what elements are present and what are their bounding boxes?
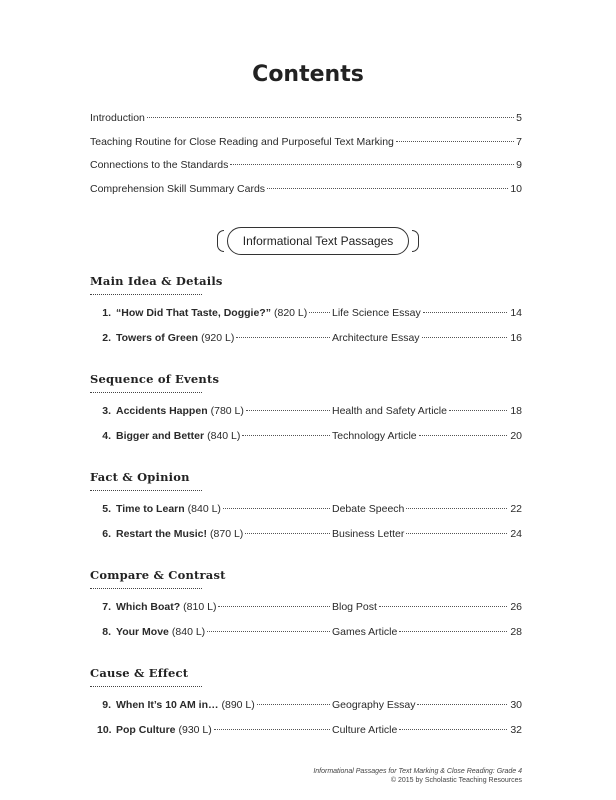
entry-number: 5.: [102, 503, 111, 515]
entry-genre: Health and Safety Article: [332, 405, 447, 417]
entry-title: Which Boat?: [116, 601, 181, 613]
dot-leader: [207, 631, 330, 632]
entry-title: Pop Culture: [116, 724, 176, 736]
entry-page: 24: [510, 528, 522, 540]
footer-book-title: Informational Passages for Text Marking & Close Reading: Grade 4: [313, 768, 522, 775]
dot-leader: [419, 435, 508, 436]
entry-genre: Life Science Essay: [332, 307, 421, 319]
entry-lexile: (780 L): [210, 405, 244, 417]
entry-number: 7.: [102, 601, 111, 613]
dot-leader: [379, 606, 507, 607]
entry-lexile: (820 L): [273, 307, 308, 319]
dot-leader: [417, 704, 507, 705]
entry-genre: Geography Essay: [332, 699, 416, 711]
entry-genre: Business Letter: [332, 528, 405, 540]
toc-entry[interactable]: [97, 404, 522, 429]
entry-lexile: (840 L): [171, 626, 206, 638]
toc-entry[interactable]: [97, 600, 522, 625]
entry-page: 18: [510, 405, 522, 417]
dot-leader: [406, 508, 507, 509]
toc-label: Teaching Routine for Close Reading and Purposeful Text Marking: [90, 135, 394, 148]
entry-number: 2.: [102, 332, 111, 344]
toc-entry[interactable]: [97, 698, 522, 723]
dot-leader: [257, 704, 330, 705]
section-banner: [227, 227, 409, 255]
heading-rule: [90, 294, 202, 295]
entry-number: 9.: [102, 699, 111, 711]
entry-page: 20: [510, 430, 522, 442]
entry-number: 8.: [102, 626, 111, 638]
heading-rule: [90, 588, 202, 589]
toc-entry[interactable]: [97, 306, 522, 331]
entry-number: 10.: [97, 724, 112, 736]
page-title: Contents: [252, 62, 364, 87]
entry-title: When It’s 10 AM in…: [116, 699, 219, 711]
dot-leader: [309, 312, 330, 313]
entry-number: 3.: [102, 405, 111, 417]
toc-entry[interactable]: [97, 429, 522, 454]
dot-leader: [147, 117, 514, 118]
section-heading: Main Idea & Details: [90, 274, 223, 288]
dot-leader: [399, 631, 507, 632]
entry-genre: Technology Article: [332, 430, 417, 442]
toc-page: 10: [510, 182, 522, 195]
heading-rule: [90, 490, 202, 491]
section-cause-effect: [90, 664, 522, 736]
section-sequence: [90, 370, 522, 442]
entry-page: 16: [510, 332, 522, 344]
dot-leader: [406, 533, 507, 534]
dot-leader: [423, 312, 508, 313]
toc-entry[interactable]: [97, 331, 522, 356]
entry-genre: Debate Speech: [332, 503, 405, 515]
toc-entry[interactable]: [97, 527, 522, 552]
entry-page: 26: [510, 601, 522, 613]
entry-lexile: (840 L): [207, 430, 241, 442]
toc-page: 7: [516, 135, 522, 148]
entry-genre: Culture Article: [332, 724, 398, 736]
entry-title: Towers of Green: [116, 332, 199, 344]
dot-leader: [245, 533, 330, 534]
entry-page: 30: [510, 699, 522, 711]
entry-lexile: (870 L): [210, 528, 244, 540]
entry-lexile: (930 L): [178, 724, 212, 736]
entry-number: 4.: [102, 430, 111, 442]
section-main-idea: [90, 272, 522, 344]
entry-genre: Games Article: [332, 626, 398, 638]
entry-page: 14: [510, 307, 522, 319]
toc-row[interactable]: [90, 135, 522, 159]
heading-rule: [90, 686, 202, 687]
entry-lexile: (840 L): [187, 503, 221, 515]
entry-number: 1.: [102, 307, 111, 319]
toc-entry[interactable]: [97, 502, 522, 527]
toc-page: 5: [516, 112, 522, 124]
entry-title: Your Move: [116, 626, 169, 638]
entry-lexile: (810 L): [183, 601, 217, 613]
page-footer: [313, 767, 522, 785]
entry-page: 22: [510, 503, 522, 515]
section-compare-contrast: [90, 566, 522, 638]
entry-title: Accidents Happen: [116, 405, 208, 417]
toc-page: 9: [516, 159, 522, 171]
toc-row[interactable]: [90, 158, 522, 182]
dot-leader: [223, 508, 330, 509]
section-heading: Sequence of Events: [90, 372, 220, 386]
heading-rule: [90, 392, 202, 393]
entry-genre: Blog Post: [332, 601, 377, 613]
dot-leader: [399, 729, 507, 730]
dot-leader: [246, 410, 330, 411]
section-fact-opinion: [90, 468, 522, 540]
entry-title: Bigger and Better: [116, 430, 205, 442]
section-heading: Compare & Contrast: [90, 568, 226, 582]
dot-leader: [396, 141, 514, 142]
toc-entry[interactable]: [97, 625, 522, 650]
entry-lexile: (890 L): [221, 699, 255, 711]
dot-leader: [242, 435, 330, 436]
dot-leader: [230, 164, 514, 165]
dot-leader: [218, 606, 330, 607]
dot-leader: [236, 337, 330, 338]
toc-row[interactable]: [90, 111, 522, 135]
toc-entry[interactable]: [97, 723, 522, 748]
entry-page: 28: [510, 626, 522, 638]
entry-title: Time to Learn: [116, 503, 185, 515]
toc-label: Comprehension Skill Summary Cards: [90, 182, 266, 195]
dot-leader: [267, 188, 508, 189]
entry-number: 6.: [102, 528, 111, 540]
dot-leader: [214, 729, 330, 730]
intro-list: [90, 111, 522, 205]
toc-label: Introduction: [90, 112, 145, 124]
section-heading: Fact & Opinion: [90, 470, 190, 484]
dot-leader: [449, 410, 507, 411]
toc-row[interactable]: [90, 182, 522, 206]
dot-leader: [422, 337, 508, 338]
entry-page: 32: [510, 724, 522, 736]
entry-title: Restart the Music!: [116, 528, 208, 540]
entry-lexile: (920 L): [201, 332, 235, 344]
footer-copyright: © 2015 by Scholastic Teaching Resources: [390, 777, 522, 784]
section-heading: Cause & Effect: [90, 666, 189, 680]
banner-label: Informational Text Passages: [242, 234, 394, 248]
toc-label: Connections to the Standards: [90, 159, 229, 171]
entry-title: “How Did That Taste, Doggie?”: [116, 307, 271, 319]
entry-genre: Architecture Essay: [332, 332, 420, 344]
